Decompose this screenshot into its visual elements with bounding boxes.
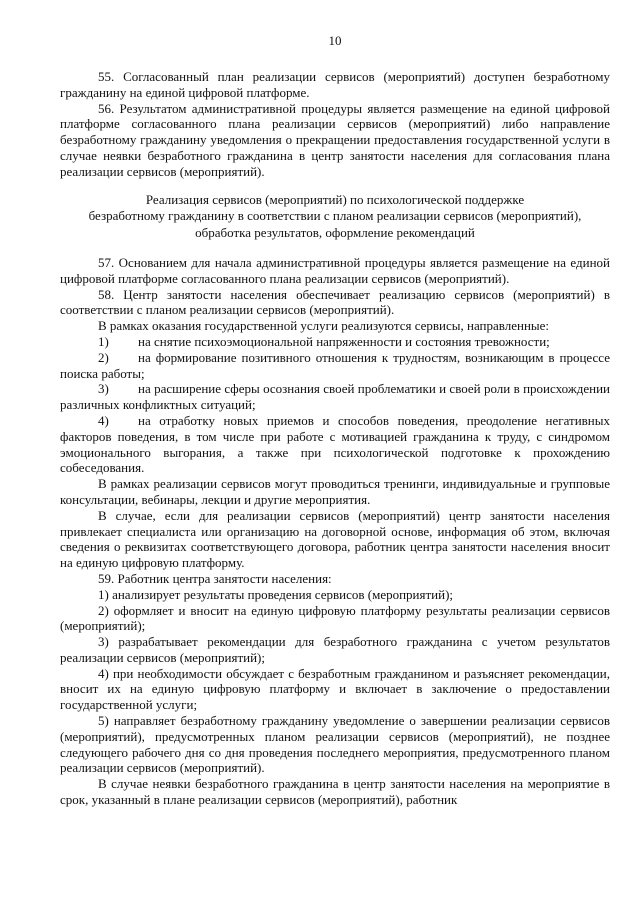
paragraph-58: 58. Центр занятости населения обеспечивает реализацию сервисов (мероприятий) в соответствии с планом реализации сервисов (мероприятий). — [60, 286, 610, 318]
list-item — [60, 334, 610, 350]
paragraph-55: 55. Согласованный план реализации сервисов (мероприятий) доступен безработному гражданину на единой цифровой платформе. — [60, 69, 610, 100]
subitem: 2) оформляет и вносит на единую цифровую платформу результаты реализации сервисов (мероприятий); — [60, 602, 610, 634]
list-item-text: на отработку новых приемов и способов поведения, преодоление негативных факторов поведения, в том числе при работе с мотивацией гражданина к труду, с синдромом эмоционального выгорания, а также при психологической подготовке к прохождению собеседования. — [60, 412, 610, 476]
list-item-text: на снятие психоэмоциональной напряженности и состояния тревожности; — [138, 333, 550, 349]
paragraph-trainings: В рамках реализации сервисов могут проводиться тренинги, индивидуальные и групповые консультации, вебинары, лекции и другие мероприятия. — [60, 476, 610, 507]
paragraph-specialist: В случае, если для реализации сервисов (мероприятий) центр занятости населения привлекает специалиста или организацию на договорной основе, информация об этом, включая сведения о реквизитах соответствующего договора, работник центра занятости населения вносит на единую цифровую платформу. — [60, 507, 610, 571]
paragraph-no-show: В случае неявки безработного гражданина в центр занятости населения на мероприятие в срок, указанный в плане реализации сервисов (мероприятий), работник — [60, 776, 610, 808]
list-item-number: 2) — [98, 349, 109, 365]
heading-line: Реализация сервисов (мероприятий) по психологической поддержке — [145, 191, 525, 207]
heading-line: обработка результатов, оформление рекомендаций — [195, 225, 475, 241]
list-item — [60, 381, 610, 413]
list-item-number: 1) — [98, 333, 109, 349]
list-item-number: 3) — [98, 381, 109, 397]
subitem: 3) разрабатывает рекомендации для безработного гражданина с учетом результатов реализации сервисов (мероприятий); — [60, 634, 610, 665]
paragraph-services-intro: В рамках оказания государственной услуги реализуются сервисы, направленные: — [98, 318, 550, 334]
list-item-text: на расширение сферы осознания своей проблематики и своей роли в происхождении различных конфликтных ситуаций; — [60, 381, 610, 413]
list-item-text: на формирование позитивного отношения к трудностям, возникающим в процессе поиска работы; — [60, 349, 610, 381]
list-item-number: 4) — [98, 412, 109, 428]
subitem: 5) направляет безработному гражданину уведомление о завершении реализации сервисов (мероприятий), предусмотренных планом реализации сервисов (мероприятий), не позднее следующего рабочего дня со дня проведения последнего мероприятия, предусмотренного планом реализации сервисов (мероприятий). — [60, 713, 610, 776]
paragraph-56: 56. Результатом административной процедуры является размещение на единой цифровой платформе согласованного плана реализации сервисов (мероприятий) либо направление безработному гражданину уведомления о прекращении предоставления государственной услуги в случае неявки безработного гражданина в центр занятости населения для согласования плана реализации сервисов (мероприятий). — [60, 100, 610, 179]
heading-line: безработному гражданину в соответствии с планом реализации сервисов (мероприятий), — [88, 208, 582, 224]
document-page — [60, 32, 610, 808]
section-heading — [60, 192, 610, 242]
list-item — [60, 413, 610, 476]
paragraph-57: 57. Основанием для начала административной процедуры является размещение на единой цифровой платформе согласованного плана реализации сервисов (мероприятий). — [60, 254, 610, 286]
subitem: 4) при необходимости обсуждает с безработным гражданином и разъясняет рекомендации, вносит их на единую цифровую платформу и включает в заключение о предоставлении государственной услуги; — [60, 665, 610, 713]
subitem: 1) анализирует результаты проведения сервисов (мероприятий); — [98, 586, 454, 602]
paragraph-59: 59. Работник центра занятости населения: — [98, 570, 332, 586]
list-item — [60, 350, 610, 382]
page-number: 10 — [328, 33, 342, 48]
